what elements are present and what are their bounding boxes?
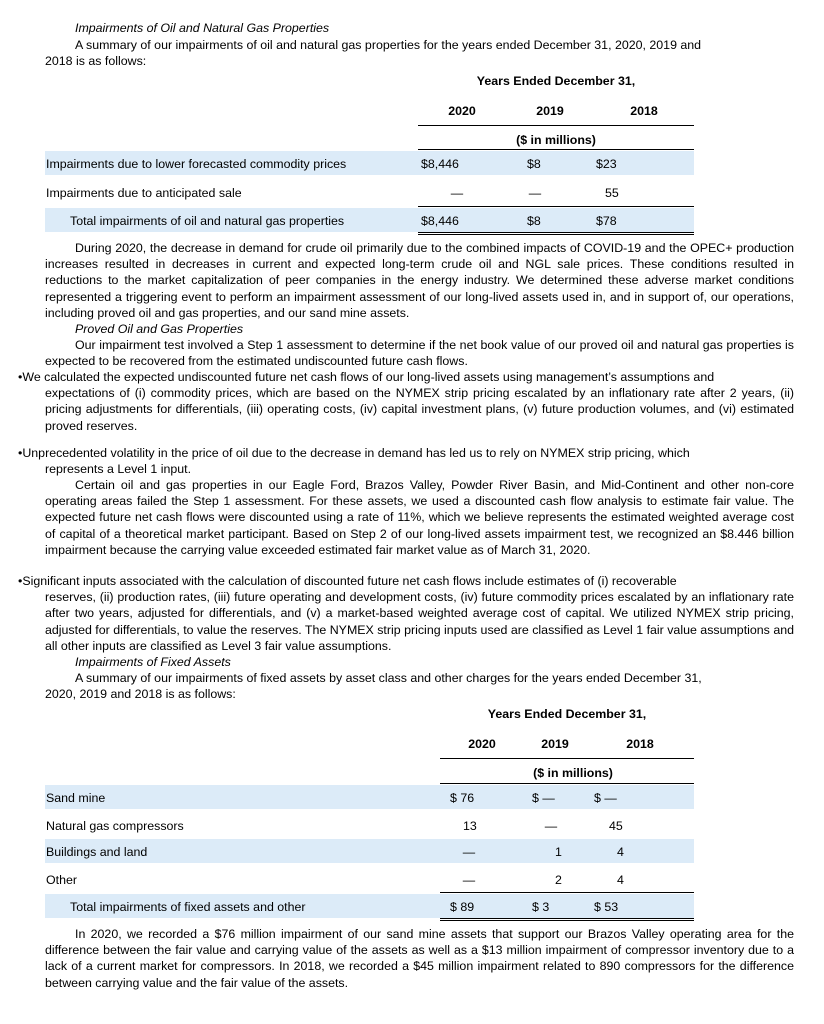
row-label: Total impairments of fixed assets and other [70, 900, 306, 914]
table-rule-double [440, 920, 694, 921]
table-years-header: Years Ended December 31, [487, 707, 647, 721]
value-2019: — [544, 819, 558, 833]
column-header-2018: 2018 [626, 737, 654, 751]
value-2019: 2 [555, 873, 562, 887]
intro-text-oil-gas-cont: 2018 is as follows: [45, 54, 147, 68]
value-2018: 45 [609, 819, 623, 833]
table-row [45, 866, 694, 890]
value-2019: $ 3 [532, 900, 550, 914]
bullet-icon: • [18, 370, 23, 384]
table-units: ($ in millions) [516, 133, 596, 147]
value-2018: 55 [605, 186, 619, 200]
table-years-header: Years Ended December 31, [476, 74, 636, 88]
row-label: Other [46, 873, 77, 887]
column-header-2018: 2018 [630, 104, 658, 118]
value-2018: $78 [596, 214, 617, 228]
paragraph-step1: Our impairment test involved a Step 1 assessment to determine if the net book value of our proved oil and natural gas properties is expected to be recovered from the estimated undiscounted future cash flows. [45, 338, 794, 369]
value-2019: $8 [527, 214, 541, 228]
value-2020: — [462, 873, 476, 887]
table-row [45, 839, 694, 863]
bullet-item: •We calculated the expected undiscounted future net cash flows of our long-lived assets using management’s assumptions and expectations of (i) commodity prices, which are based on the NYMEX strip pricing escalated by an inflationary rate after 2 years, (ii) pricing adjustments for differentials, (iii) operating costs, (iv) capital investment plans, (v) future production volumes, and (vi) estimated proved reserves. [18, 370, 794, 433]
row-label: Impairments due to anticipated sale [46, 186, 242, 200]
table-rule-double [418, 234, 694, 235]
row-label: Impairments due to lower forecasted commodity prices [46, 157, 347, 171]
value-2020: $ 89 [450, 900, 475, 914]
value-2020: $8,446 [421, 157, 459, 171]
table-row [45, 178, 694, 202]
value-2020: — [450, 186, 464, 200]
table-row [45, 151, 694, 175]
table-row-total [45, 894, 694, 918]
value-2019: $8 [527, 157, 541, 171]
column-header-2019: 2019 [541, 737, 569, 751]
column-header-2019: 2019 [536, 104, 564, 118]
value-2019: 1 [555, 845, 562, 859]
table-row [45, 812, 694, 836]
table-rule [440, 892, 694, 893]
value-2020: 13 [463, 819, 477, 833]
row-label: Buildings and land [46, 845, 148, 859]
row-label: Natural gas compressors [46, 819, 184, 833]
subheading-proved-properties: Proved Oil and Gas Properties [75, 322, 244, 336]
table-rule [440, 758, 694, 759]
value-2018: 4 [617, 845, 624, 859]
section-heading-oil-gas: Impairments of Oil and Natural Gas Properties [75, 21, 330, 35]
value-2019: — [528, 186, 542, 200]
value-2018: 4 [617, 873, 624, 887]
value-2020: $8,446 [421, 214, 459, 228]
row-label: Total impairments of oil and natural gas properties [70, 214, 345, 228]
column-header-2020: 2020 [448, 104, 476, 118]
table-rule [418, 125, 694, 126]
paragraph-fixed-assets-summary: In 2020, we recorded a $76 million impairment of our sand mine assets that support our Brazos Valley operating area for the difference between the fair value and carrying value of the assets as well as a $13 million impairment of compressor inventory due to a lack of a current market for compressors. In 2018, we recorded a $45 million impairment related to 890 compressors for the difference between carrying value and the fair value of the assets. [45, 927, 794, 990]
table-units: ($ in millions) [533, 766, 613, 780]
row-label: Sand mine [46, 791, 106, 805]
table-row [45, 785, 694, 809]
column-header-2020: 2020 [468, 737, 496, 751]
intro-text-fixed-assets: A summary of our impairments of fixed assets by asset class and other charges for the years ended December 31, [75, 671, 702, 685]
value-2018: $ 53 [594, 900, 619, 914]
table-rule-double [418, 232, 694, 233]
bullet-item: •Unprecedented volatility in the price of oil due to the decrease in demand has led us to rely on NYMEX strip pricing, which represents a Level 1 input. [18, 446, 690, 477]
value-2018: $ — [594, 791, 617, 805]
value-2020: $ 76 [450, 791, 475, 805]
value-2019: $ — [532, 791, 555, 805]
table-row-total [45, 208, 694, 232]
paragraph-step2: Certain oil and gas properties in our Eagle Ford, Brazos Valley, Powder River Basin, and Mid-Continent and other non-core operating areas failed the Step 1 assessment. For these assets, we used a discounted cash flow analysis to estimate fair value. The expected future net cash flows were discounted using a rate of 11%, which we believe represents the estimated weighted average cost of capital of a theoretical market participant. Based on Step 2 of our long-lived assets impairment test, we recognized an $8.446 billion impairment because the carrying value exceeded estimated fair market value as of March 31, 2020. [45, 478, 794, 557]
bullet-icon: • [18, 446, 23, 460]
paragraph-covid: During 2020, the decrease in demand for crude oil primarily due to the combined impacts of COVID-19 and the OPEC+ production increases resulted in decreases in current and expected long-term crude oil and NGL sale prices. These conditions resulted in reductions to the market capitalization of peer companies in the energy industry. We determined these adverse market conditions represented a triggering event to perform an impairment assessment of our long-lived assets used in, and in support of, our operations, including proved oil and gas properties, and our sand mine assets. [45, 241, 794, 320]
table-rule [418, 206, 694, 207]
intro-text-oil-gas: A summary of our impairments of oil and natural gas properties for the years ended December 31, 2020, 2019 and [75, 38, 702, 52]
value-2020: — [462, 845, 476, 859]
intro-text-fixed-assets-cont: 2020, 2019 and 2018 is as follows: [45, 687, 236, 701]
bullet-item: •Significant inputs associated with the calculation of discounted future net cash flows include estimates of (i) recoverable reserves, (ii) production rates, (iii) future operating and development costs, (iv) future commodity prices escalated by an inflationary rate after two years, adjusted for differentials, and (v) a market-based weighted average cost of capital. We utilized NYMEX strip pricing, adjusted for differentials, to value the reserves. The NYMEX strip pricing inputs used are classified as Level 1 fair value assumptions and all other inputs are classified as Level 3 fair value assumptions. [18, 574, 794, 653]
bullet-icon: • [18, 574, 23, 588]
value-2018: $23 [596, 157, 617, 171]
table-rule [440, 783, 694, 784]
section-heading-fixed-assets: Impairments of Fixed Assets [75, 655, 231, 669]
table-rule [418, 149, 694, 150]
table-rule-double [440, 918, 694, 919]
